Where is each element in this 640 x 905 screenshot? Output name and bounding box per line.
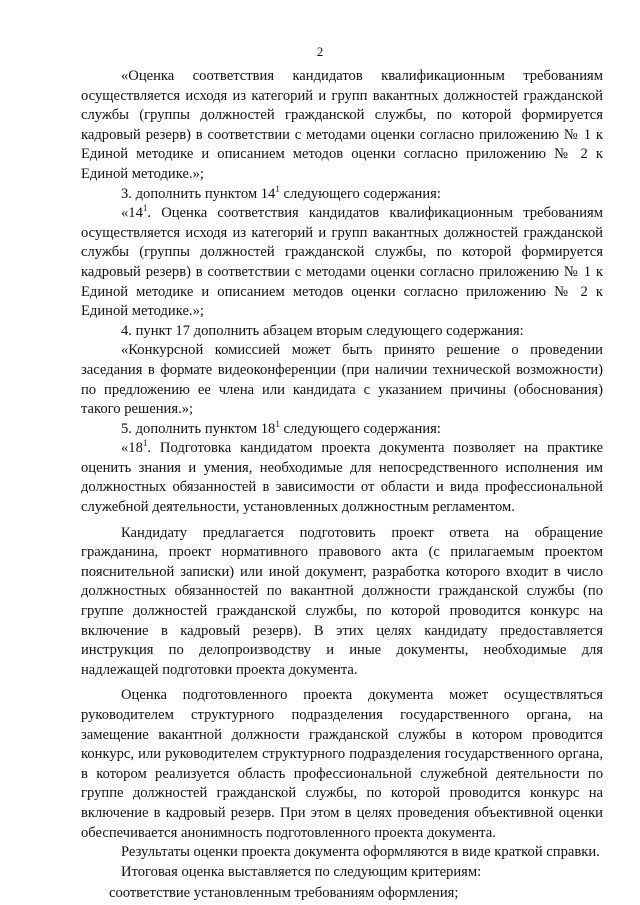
paragraph-project-evaluation: Оценка подготовленного проекта документа может осуществляться руководителем структурного подразделения государственного органа, на замещение вакантной должности гражданской службы в котором проводится конкурс, или руководителем структурного подразделения государственного органа, в котором реализуется область профессиональной служебной деятельности по группе должностей гражданской службы, по которой проводится конкурс на включение в кадровый резерв. При этом в целях проведения объективной оценки обеспечивается анонимность подготовленного проекта документа. bbox=[81, 687, 603, 841]
item-3-text-tail: следующего содержания: bbox=[279, 185, 441, 202]
paragraph-criterion-formatting: соответствие установленным требованиям оформления; bbox=[109, 885, 459, 902]
clause-18-1-superscript: 1 bbox=[142, 438, 148, 449]
paragraph-results: Результаты оценки проекта документа оформляются в виде краткой справки. bbox=[121, 844, 600, 861]
clause-18-1-number: «18 bbox=[121, 440, 143, 457]
document-body bbox=[81, 67, 603, 904]
paragraph-final-criteria: Итоговая оценка выставляется по следующим критериям: bbox=[121, 863, 482, 880]
paragraph-clause-14-1 bbox=[81, 204, 603, 322]
clause-18-1-text: . Подготовка кандидатом проекта документа позволяет на практике оценить знания и умения, необходимые для непосредственного исполнения им должностных обязанностей в зависимости от области и вида профессиональной служебной деятельности, установленных должностным регламентом. bbox=[81, 440, 603, 516]
item-3-text: 3. дополнить пунктом 14 bbox=[121, 185, 276, 202]
paragraph-candidate-task: Кандидату предлагается подготовить проект ответа на обращение гражданина, проект нормативного правового акта (с прилагаемым проектом пояснительной записки) или иной документ, разработка которого входит в число должностных обязанностей по вакантной должности гражданской службы (по группе должностей гражданской службы, по которой проводится конкурс на включение в кадровый резерв). В этих целях кандидату предоставляется инструкция по делопроизводству и иные документы, необходимые для надлежащей подготовки проекта документа. bbox=[81, 524, 603, 678]
paragraph-item-4: 4. пункт 17 дополнить абзацем вторым следующего содержания: bbox=[121, 322, 524, 339]
clause-14-1-superscript: 1 bbox=[142, 203, 148, 214]
page-number: 2 bbox=[316, 44, 324, 59]
clause-14-1-text: . Оценка соответствия кандидатов квалификационным требованиям осуществляется исходя из категорий и групп вакантных должностей гражданской службы (группы должностей гражданской службы, по которой формируется кадровый резерв) в соответствии с методами оценки согласно приложению № 1 к Единой методике и описанием методов оценки согласно приложению № 2 к Единой методике.»; bbox=[81, 205, 603, 320]
paragraph-quoted-assessment-rule: «Оценка соответствия кандидатов квалификационным требованиям осуществляется исходя из категорий и групп вакантных должностей гражданской службы (группы должностей гражданской службы, по которой формируется кадровый резерв) в соответствии с методами оценки согласно приложению № 1 к Единой методике и описанием методов оценки согласно приложению № 2 к Единой методике.»; bbox=[81, 68, 603, 182]
paragraph-item-5 bbox=[81, 420, 603, 440]
clause-14-1-number: «14 bbox=[121, 205, 143, 222]
item-5-text: 5. дополнить пунктом 18 bbox=[121, 420, 276, 437]
paragraph-videoconference: «Конкурсной комиссией может быть принято решение о проведении заседания в формате видеоконференции (при наличии технической возможности) по предложению ее члена или кандидата с указанием причины (обоснования) такого решения.»; bbox=[81, 342, 603, 418]
item-3-superscript: 1 bbox=[275, 183, 280, 194]
paragraph-clause-18-1 bbox=[81, 439, 603, 517]
item-5-superscript: 1 bbox=[275, 418, 280, 429]
paragraph-item-3 bbox=[81, 185, 603, 205]
item-5-text-tail: следующего содержания: bbox=[279, 420, 441, 437]
